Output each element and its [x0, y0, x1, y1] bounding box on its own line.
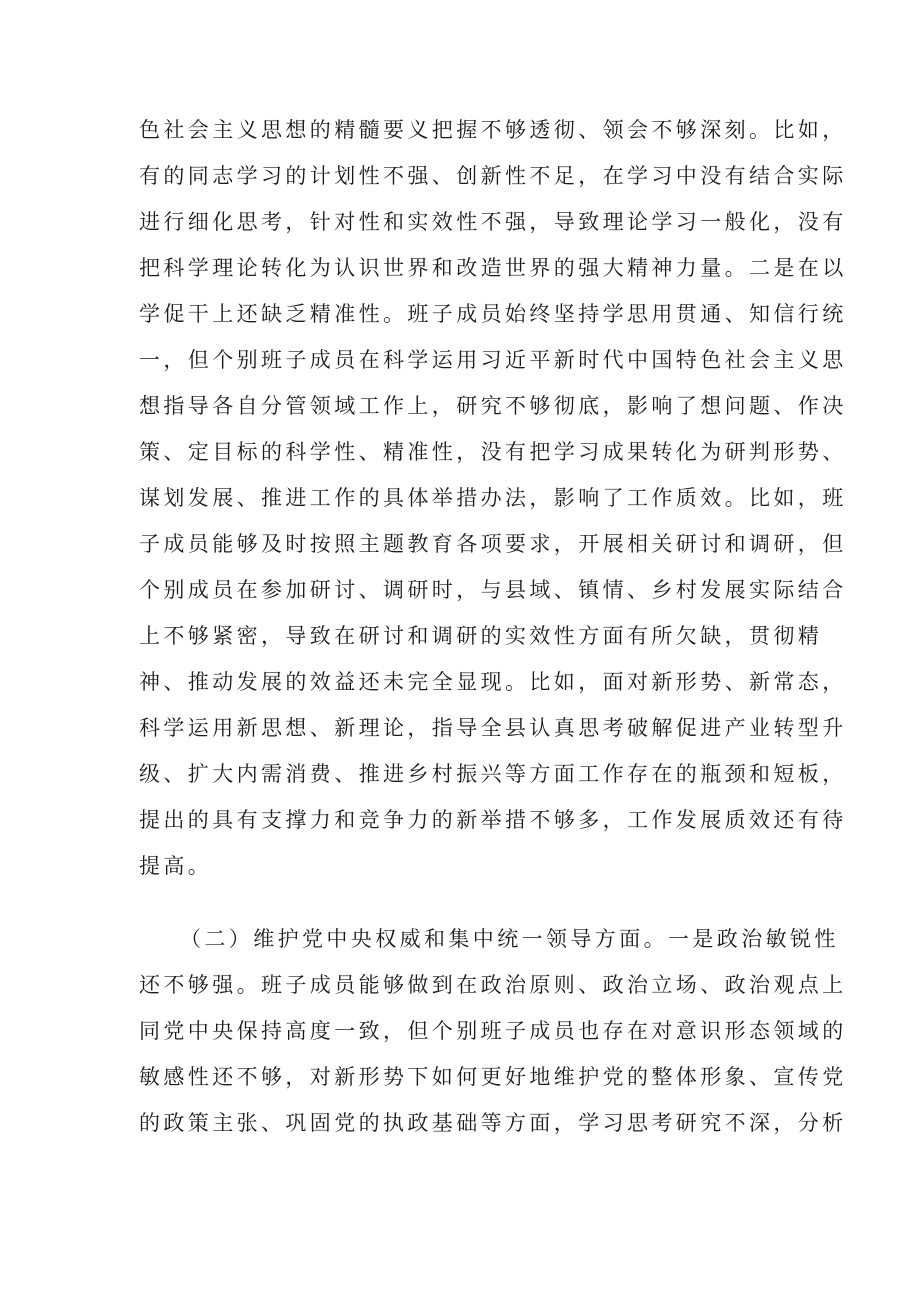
text-line: 谋划发展、推进工作的具体举措办法，影响了工作质效。比如，班 — [139, 486, 847, 510]
text-line: 策、定目标的科学性、精准性，没有把学习成果转化为研判形势、 — [139, 440, 847, 464]
text-line: 把科学理论转化为认识世界和改造世界的强大精神力量。二是在以 — [139, 256, 847, 280]
text-line: 上不够紧密，导致在研讨和调研的实效性方面有所欠缺，贯彻精 — [139, 624, 823, 648]
text-line: 提高。 — [139, 854, 213, 878]
text-line: 神、推动发展的效益还未完全显现。比如，面对新形势、新常态， — [139, 670, 847, 694]
text-line: 一，但个别班子成员在科学运用习近平新时代中国特色社会主义思 — [139, 348, 847, 372]
section-heading-line: （二）维护党中央权威和集中统一领导方面。一是政治敏锐性 — [180, 927, 839, 951]
text-line: 学促干上还缺乏精准性。班子成员始终坚持学思用贯通、知信行统 — [139, 302, 847, 326]
text-line: 级、扩大内需消费、推进乡村振兴等方面工作存在的瓶颈和短板， — [139, 762, 847, 786]
text-line: 敏感性还不够，对新形势下如何更好地维护党的整体形象、宣传党 — [139, 1065, 847, 1089]
text-line: 进行细化思考，针对性和实效性不强，导致理论学习一般化，没有 — [139, 210, 847, 234]
text-line: 有的同志学习的计划性不强、创新性不足，在学习中没有结合实际 — [139, 164, 847, 188]
text-line: 科学运用新思想、新理论，指导全县认真思考破解促进产业转型升 — [139, 716, 847, 740]
text-line: 色社会主义思想的精髓要义把握不够透彻、领会不够深刻。比如， — [139, 118, 847, 142]
text-line: 的政策主张、巩固党的执政基础等方面，学习思考研究不深，分析 — [139, 1111, 847, 1135]
text-line: 想指导各自分管领域工作上，研究不够彻底，影响了想问题、作决 — [139, 394, 847, 418]
text-line: 提出的具有支撑力和竞争力的新举措不够多，工作发展质效还有待 — [139, 808, 847, 832]
text-line: 还不够强。班子成员能够做到在政治原则、政治立场、政治观点上 — [139, 973, 847, 997]
text-line: 个别成员在参加研讨、调研时，与县域、镇情、乡村发展实际结合 — [139, 578, 847, 602]
text-line: 同党中央保持高度一致，但个别班子成员也存在对意识形态领域的 — [139, 1019, 847, 1043]
text-line: 子成员能够及时按照主题教育各项要求，开展相关研讨和调研，但 — [139, 532, 847, 556]
